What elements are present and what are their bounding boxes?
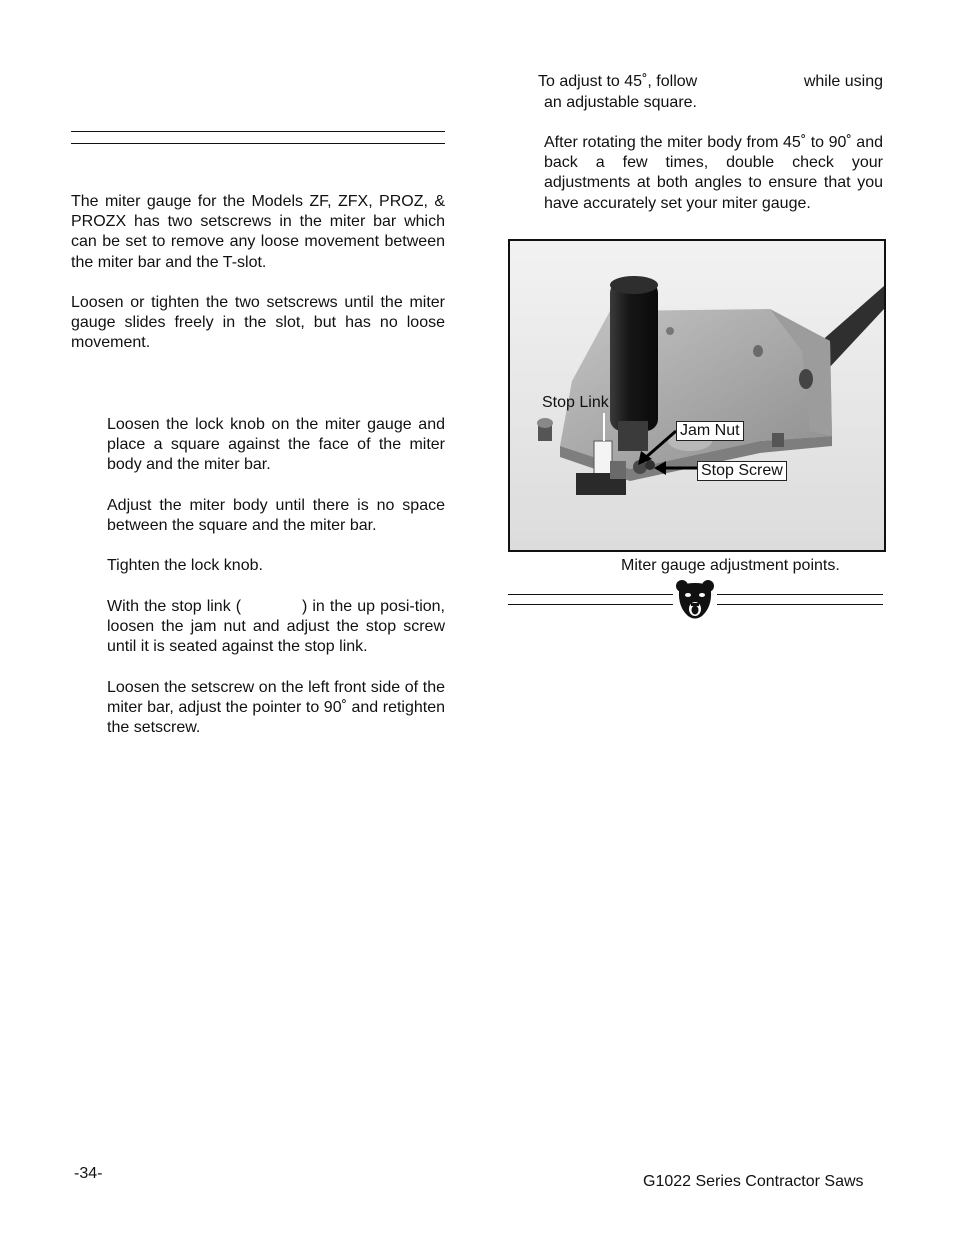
- lock-knob: [610, 281, 658, 431]
- section-rule-top: [71, 131, 445, 132]
- loosen-paragraph: Loosen or tighten the two setscrews until the miter gauge slides freely in the slot, but has no loose movement.: [71, 294, 445, 352]
- section-rule-bottom: [71, 143, 445, 144]
- intro-paragraph: The miter gauge for the Models ZF, ZFX, PROZ, & PROZX has two setscrews in the miter bar which can be set to remove any loose movement between the miter bar and the T-slot.: [71, 193, 445, 271]
- after-rotating-paragraph: After rotating the miter body from 45˚ to 90˚ and back a few times, double check your adjustments at both angles to ensure that you have accurately set your miter gauge.: [544, 134, 883, 212]
- callout-stop-screw: Stop Screw: [697, 461, 787, 481]
- figure-frame: [508, 239, 886, 552]
- adjust-45-text-c: an adjustable square.: [544, 94, 697, 111]
- adjust-45-text-a: To adjust to 45˚, follow: [538, 73, 698, 90]
- bear-head-icon: [676, 579, 714, 621]
- document-title: G1022 Series Contractor Saws: [643, 1173, 864, 1190]
- callout-jam-nut: Jam Nut: [676, 421, 744, 441]
- callout-stop-link: Stop Link: [542, 394, 609, 411]
- step-3: Tighten the lock knob.: [107, 557, 263, 574]
- step-4: With the stop link ( ) in the up posi-tion, loosen the jam nut and adjust the stop screw until it is seated against the stop link.: [107, 598, 450, 656]
- page-number: -34-: [74, 1165, 103, 1182]
- divider-right-top: [717, 594, 883, 595]
- divider-left-top: [508, 594, 673, 595]
- adjust-45-text-b: while using: [803, 73, 883, 90]
- stop-link: [594, 441, 612, 477]
- step-5: Loosen the setscrew on the left front side of the miter bar, adjust the pointer to 90˚ and retighten the setscrew.: [107, 679, 445, 737]
- step-2: Adjust the miter body until there is no space between the square and the miter bar.: [107, 497, 445, 535]
- divider-left-bottom: [508, 604, 673, 605]
- divider-right-bottom: [717, 604, 883, 605]
- step-1: Loosen the lock knob on the miter gauge and place a square against the face of the miter body and the miter bar.: [107, 416, 445, 474]
- figure-caption: Miter gauge adjustment points.: [621, 557, 840, 574]
- adjust-45-line: [538, 72, 883, 92]
